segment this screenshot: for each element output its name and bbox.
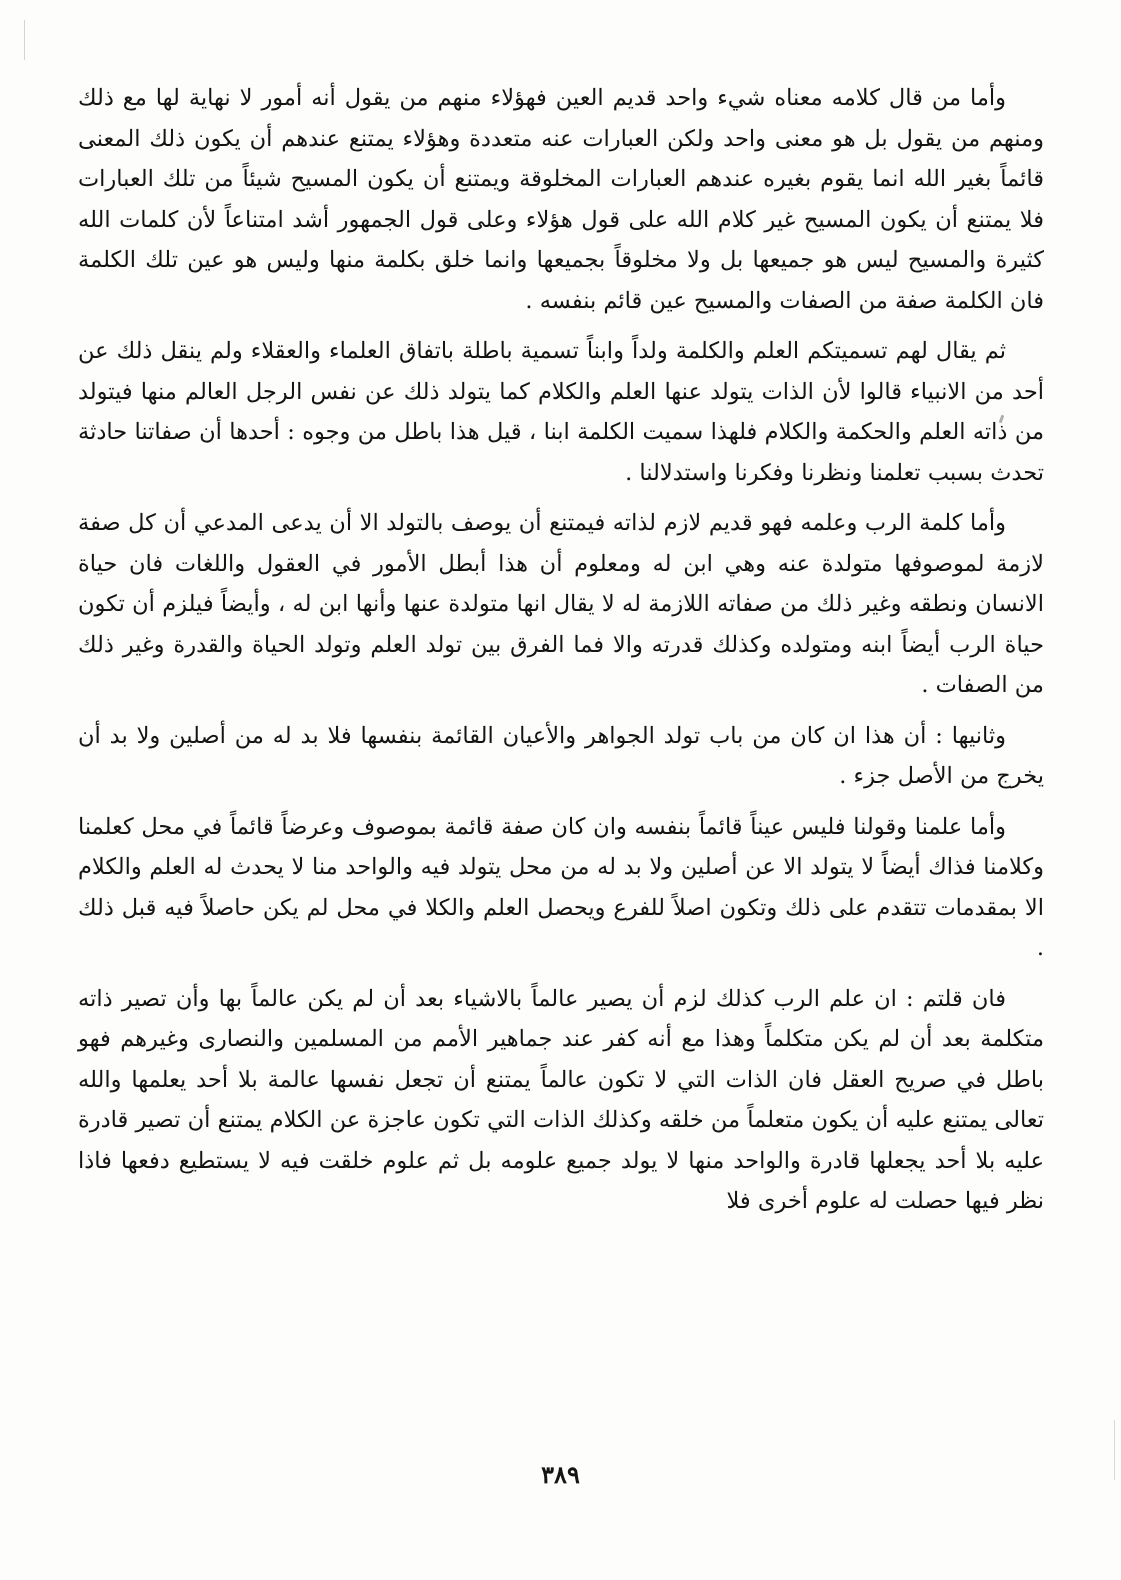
paragraph: وثانيها : أن هذا ان كان من باب تولد الجواهر والأعيان القائمة بنفسها فلا بد له من أصلين ولا بد أن يخرج من الأصل جزء . [78, 722, 1044, 789]
page-number: ٣٨٩ [541, 1460, 580, 1489]
paragraph: وأما كلمة الرب وعلمه فهو قديم لازم لذاته فيمتنع أن يوصف بالتولد الا أن يدعى المدعي أن كل صفة لازمة لموصوفها متولدة عنه وهي ابن له ومعلوم أن هذا أبطل الأمور في العقول واللغات فان حياة الانسان ونطقه وغير ذلك من صفاته اللازمة له لا يقال انها متولدة عنها وأنها ابن له ، وأيضاً فيلزم أن تكون حياة الرب أيضاً ابنه ومتولده وكذلك قدرته والا فما الفرق بين تولد العلم وتولد الحياة والقدرة وغير ذلك من الصفات . [78, 510, 1044, 698]
paragraph: فان قلتم : ان علم الرب كذلك لزم أن يصير عالماً بالاشياء بعد أن لم يكن عالماً بها وأن تصير ذاته متكلمة بعد أن لم يكن متكلماً وهذا مع أنه كفر عند جماهير الأمم من المسلمين والنصارى وغيرهم فهو باطل في صريح العقل فان الذات التي لا تكون عالماً يمتنع أن تجعل نفسها عالمة بلا أحد يعلمها والله تعالى يمتنع عليه أن يكون متعلماً من خلقه وكذلك الذات التي تكون عاجزة عن الكلام يمتنع أن تصير قادرة عليه بلا أحد يجعلها قادرة والواحد منها لا يولد جميع علومه بل ثم علوم خلقت فيه لا يستطيع دفعها فاذا نظر فيها حصلت له علوم أخرى فلا [78, 985, 1044, 1214]
paragraph: وأما علمنا وقولنا فليس عيناً قائماً بنفسه وان كان صفة قائمة بموصوف وعرضاً قائماً في محل كعلمنا وكلامنا فذاك أيضاً لا يتولد الا عن أصلين ولا بد له من محل يتولد فيه والواحد منا لا يحدث له العلم والكلام الا بمقدمات تتقدم على ذلك وتكون اصلاً للفرع ويحصل العلم والكلا في محل لم يكن حاصلاً فيه قبل ذلك . [78, 813, 1044, 961]
paragraph: ثم يقال لهم تسميتكم العلم والكلمة ولداً وابناً تسمية باطلة باتفاق العلماء والعقلاء ولم ينقل ذلك عن أحد من الانبياء قالوا لأن الذات يتولد عنها العلم والكلام كما يتولد ذلك عن نفس الرجل العالم منها فيتولد من ذاته العلم والحكمة والكلام فلهذا سميت الكلمة ابنا ، قيل هذا باطل من وجوه : أحدها أن صفاتنا حادثة تحدث بسبب تعلمنا ونظرنا وفكرنا واستدلالنا . [78, 338, 1044, 486]
scan-edge-mark [24, 20, 25, 60]
body-text [78, 78, 1044, 1232]
paragraph: وأما من قال كلامه معناه شيء واحد قديم العين فهؤلاء منهم من يقول أنه أمور لا نهاية لها مع ذلك ومنهم من يقول بل هو معنى واحد ولكن العبارات عنه متعددة وهؤلاء يمتنع عندهم أن يكون ذلك المعنى قائماً بغير الله انما يقوم بغيره عندهم العبارات المخلوقة ويمتنع أن يكون المسيح شيئاً من تلك العبارات فلا يمتنع أن يكون المسيح غير كلام الله على قول هؤلاء وعلى قول الجمهور أشد امتناعاً لأن كلمات الله كثيرة والمسيح ليس هو جميعها بل ولا مخلوقاً بجميعها وانما خلق بكلمة منها وليس هو عين تلك الكلمة فان الكلمة صفة من الصفات والمسيح عين قائم بنفسه . [78, 85, 1044, 314]
